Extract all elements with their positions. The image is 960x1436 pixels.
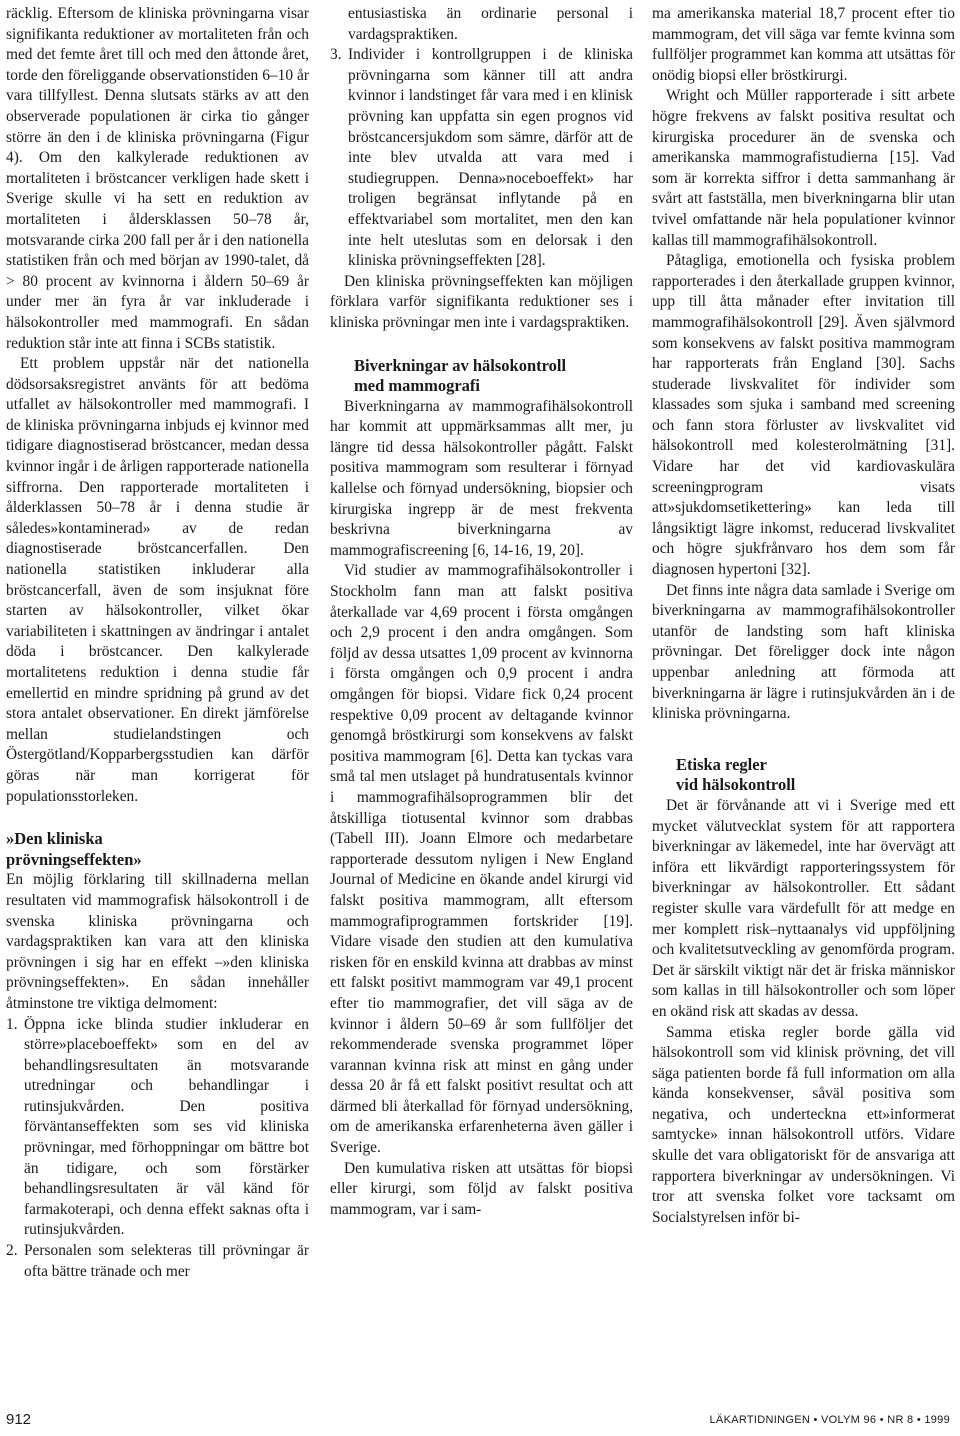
list-item-text: Personalen som selekteras till prövningar är ofta bättre tränade och mer bbox=[24, 1242, 309, 1280]
paragraph: Den kumulativa risken att utsättas för biopsi eller kirurgi, som följd av falskt positiva mammogram, var i sam- bbox=[330, 1159, 633, 1218]
list-number: 2. bbox=[6, 1242, 18, 1260]
list-item bbox=[330, 45, 633, 272]
list-item-text: entusiastiska än ordinarie personal i vardagspraktiken. bbox=[348, 5, 633, 43]
heading-line: »Den kliniska bbox=[6, 829, 103, 849]
list-number: 1. bbox=[6, 1015, 18, 1033]
heading-line: prövningseffekten» bbox=[6, 849, 142, 869]
list-item bbox=[6, 1015, 309, 1242]
list-item-text: Individer i kontrollgruppen i de kliniska prövningarna som känner till att andra kvinnor i landstinget får vara med i en klinisk prövning kan uppfatta sin egen prognos vid bröstcancersjukdom som sämre, därför att de inte blev utvalda att vara med i studiegruppen. Denna»noceboeffekt» har troligen begränsat inflytande på en effektvariabel som mortalitet, men den kan inte helt uteslutas som en delorsak i den kliniska prövningseffekten [28]. bbox=[348, 46, 633, 270]
numbered-list bbox=[6, 1015, 309, 1283]
heading-line: vid hälsokontroll bbox=[676, 775, 796, 795]
heading-line: Biverkningar av hälsokontroll bbox=[354, 355, 567, 375]
paragraph: ma amerikanska material 18,7 procent efter tio mammogram, det vill säga var femte kvinna som fullföljer programmet kan komma att utsättas för onödig biopsi eller bröstkirurgi. bbox=[652, 5, 955, 84]
text-column-1 bbox=[6, 4, 309, 1282]
list-item bbox=[6, 1241, 309, 1282]
section-heading bbox=[652, 755, 955, 796]
paragraph: Ett problem uppstår när det nationella dödsorsaksregistret använts för att bedöma utfallet av hälsokontroller med mammografi. I de kliniska prövningarna inbjuds ej kvinnor med tidigare diagnostiserad bröstcancer, medan dessa kvinnor ingår i de årligen rapporterade nationella siffrorna. Den rapporterade mortaliteten i ålderklassen 50–78 år i denna studie är således»kontaminerad» av de redan diagnostiserade bröstcancerfallen. Den nationella statistiken inkluderar alla bröstcancerfall, även de som insjuknat före starten av hälsokontroller, vilket ökar variabiliteten i skattningen av ändringar i antalet döda i bröstcancer. Den kalkylerade mortalitetens reduktion i denna studie får emellertid en mindre spridning på grund av det stora antalet observationer. En direkt jämförelse mellan studielandstingen och Östergötland/Kopparbergsstudien kan därför göras när man korrigerat för populationsstorleken. bbox=[6, 355, 309, 805]
page-number: 912 bbox=[6, 1411, 32, 1428]
paragraph: Den kliniska prövningseffekten kan möjligen förklara varför signifikanta reduktioner ses i kliniska prövningar men inte i vardagspraktiken. bbox=[330, 272, 633, 331]
paragraph: räcklig. Eftersom de kliniska prövningarna visar signifikanta reduktioner av mortaliteten från och med det femte året till och med den åttonde året, torde den föreliggande observationstiden 6–10 år vara tillfyllest. Denna slutsats stärks av att den observerade populationen är cirka tio gånger större än den i de kliniska prövningarna (Figur 4). Om den kalkylerade reduktionen av mortaliteten i bröstcancer verkligen hade skett i Sverige skulle vi ha sett en reduktion av mortaliteten i åldersklassen 50–78 år, motsvarande cirka 200 fall per år i den nationella statistiken från och med början av 1990-talet, då > 80 procent av kvinnorna i åldern 50–69 år under mer än fyra år var inkluderade i hälsokontroller med mammografi. En sådan reduktion står inte att finna i SCBs statistik. bbox=[6, 5, 309, 352]
heading-line: Etiska regler bbox=[676, 754, 767, 774]
paragraph: Påtagliga, emotionella och fysiska problem rapporterades i den återkallade gruppen kvinnor, upp till åtta månader efter invitation till mammografihälsokontroll [29]. Även självmord som konsekvens av falskt positiva mammogram har rapporterats från England [30]. Sachs studerade livskvalitet för individer som klassades som sjuka i samband med screening och fann stora förluster av livskvalitet vid hälsokontroll med kolesterolmätning [31]. Vidare har det vid kardiovaskulära screeningprogram visats att»sjukdomsetikettering» kan leda till långsiktigt lägre inkomst, reducerad livskvalitet och högre sjukfrånvaro hos dem som får diagnosen hypertoni [32]. bbox=[652, 252, 955, 579]
page-footer bbox=[6, 1411, 950, 1431]
paragraph: Vid studier av mammografihälsokontroller i Stockholm fann man att falskt positiva återkallade var 4,69 procent i första omgången och 2,9 procent i den andra omgången. Som följd av dessa utsattes 1,09 procent av kvinnorna i första omgången och 0,9 procent i andra omgången för biopsi. Vidare fick 0,24 procent respektive 0,09 procent av deltagande kvinnor genomgå bröstkirurgi som konsekvens av falskt positiva mammogram [6]. Detta kan tyckas vara små tal men utslaget på hundratusentals kvinnor i mammografihälsoprogrammen blir det åtskilliga tiotusental kvinnor som drabbas (Tabell III). Joann Elmore och medarbetare rapporterade dessutom nyligen i New England Journal of Medicine en ökande andel kirurgi vid falskt positiva mammogram, allt eftersom mammografiprogrammen fortskrider [19]. Vidare visade den studien att den kumulativa risken för en enskild kvinna att drabbas av minst ett falskt positivt mammogram var 49,1 procent efter tio mammografier, det vill säga av de kvinnor i åldern 50–69 år som fullföljer det rekommenderade svenska programmet löper varannan kvinna risk att minst en gång under dessa 20 år få ett falskt positivt resultat och att därmed bli återkallad för förnyad undersökning, om de amerikanska erfarenheterna även gäller i Sverige. bbox=[330, 562, 633, 1157]
section-heading bbox=[330, 356, 633, 397]
text-column-2 bbox=[330, 4, 633, 1220]
numbered-list bbox=[330, 4, 633, 272]
heading-line: med mammografi bbox=[354, 376, 481, 396]
paragraph: Det finns inte några data samlade i Sverige om biverkningarna av mammografihälsokontroller utanför de landsting som haft kliniska prövningar. Det föreligger dock inte någon uppenbar anledning att förmoda att biverkningarna är lägre i rutinsjukvården än i de kliniska prövningarna. bbox=[652, 581, 955, 723]
paragraph: Samma etiska regler borde gälla vid hälsokontroll som vid klinisk prövning, det vill säga patienten borde få full information om alla kända konsekvenser, såväl positiva som negativa, och underteckna ett»informerat samtycke» innan hälsokontroll utförs. Vidare skulle det vara obligatoriskt för de ansvariga att rapportera biverkningar av undersökningen. Vi tror att svenska folket vore tacksamt om Socialstyrelsen inför bi- bbox=[652, 1023, 955, 1226]
paragraph: Wright och Müller rapporterade i sitt arbete högre frekvens av falskt positiva resultat och kirurgiska procedurer än de svenska och amerikanska mammografistudierna [15]. Vad som är korrekta siffror i detta sammanhang är svårt att fastställa, men biverkningarna blir utan tvivel omfattande när hela populationer kvinnor kallas till mammografihälsokontroll. bbox=[652, 87, 955, 249]
list-item-text: Öppna icke blinda studier inkluderar en större»placeboeffekt» som en del av behandlingsresultaten än motsvarande utredningar och behandlingar i rutinsjukvården. Den positiva förväntanseffekten som ses vid kliniska prövningar, med förhoppningar om bättre bot än tidigare, och som förstärker behandlingsresultaten är väl känd för farmakoterapi, och denna effekt saknas ofta i rutinsjukvården. bbox=[24, 1015, 309, 1239]
text-column-3 bbox=[652, 4, 955, 1228]
paragraph: En möjlig förklaring till skillnaderna mellan resultaten vid mammografisk hälsokontroll i de svenska kliniska prövningarna och vardagspraktiken kan vara att den kliniska prövningen i sig har en effekt –»den kliniska prövningseffekten». En sådan innehåller åtminstone tre viktiga delmoment: bbox=[6, 871, 309, 1012]
section-heading bbox=[6, 829, 309, 870]
paragraph: Det är förvånande att vi i Sverige med ett mycket välutvecklat system för att rapportera biverkningar av läkemedel, inte har övervägt att införa ett likvärdigt rapporteringssystem för biverkningar av hälsokontroller. Ett sådant register skulle vara värdefullt för att medge en mer komplett risk–nyttaanalys vid uppföljning och kvalitetsutveckling av genomförda program. Det är särskilt viktigt när det är friska människor som kallas in till hälsokontroller och som löper en okänd risk att skadas av dessa. bbox=[652, 796, 955, 1020]
list-number: 3. bbox=[330, 46, 342, 64]
list-item bbox=[330, 4, 633, 45]
paragraph: Biverkningarna av mammografihälsokontroll har kommit att uppmärksammas allt mer, ju längre tid dessa hälsokontroller pågått. Falskt positiva mammogram som resulterar i förnyad kallelse och förnyad undersökning, biopsier och kirurgiska ingrepp är de mest frekventa beskrivna biverkningarna av mammografiscreening [6, 14-16, 19, 20]. bbox=[330, 397, 633, 559]
journal-footer: LÄKARTIDNINGEN • VOLYM 96 • NR 8 • 1999 bbox=[709, 1414, 950, 1426]
